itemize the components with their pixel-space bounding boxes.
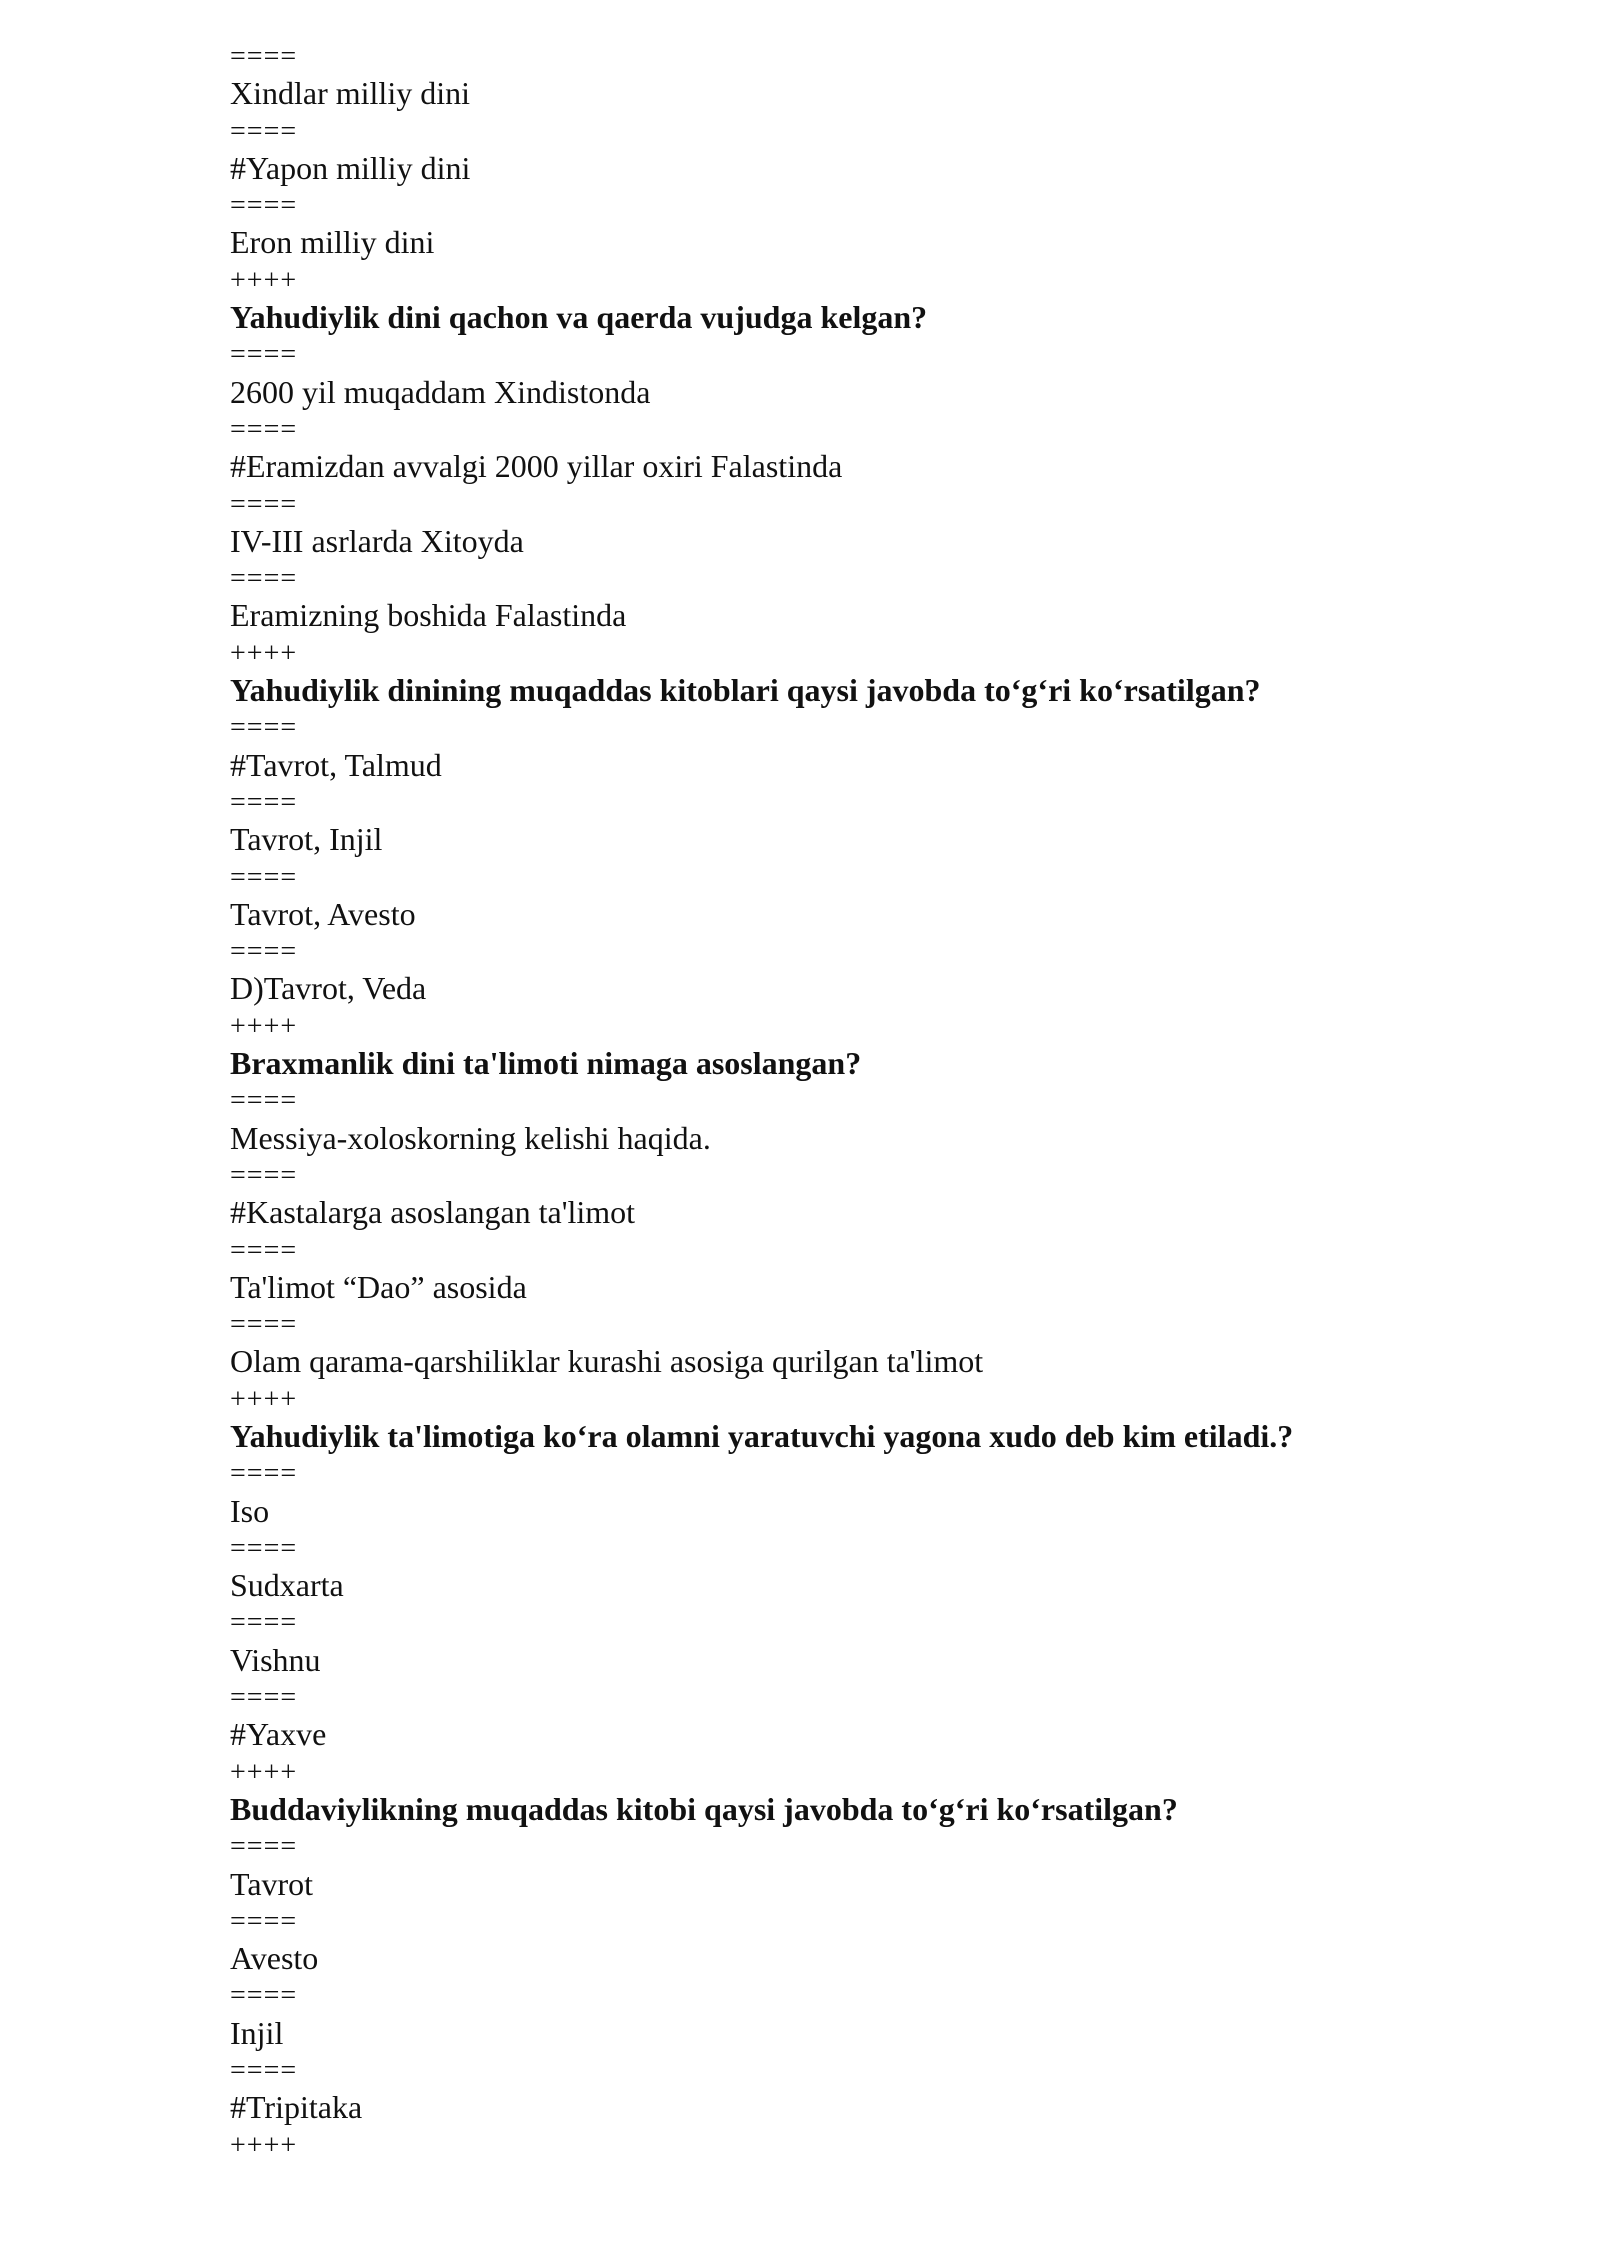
question-text: Braxmanlik dini ta'limoti nimaga asoslangan? [230,1045,862,1082]
answer-option: Ta'limot “Dao” asosida [230,1268,527,1305]
answer-option: Sudxarta [230,1567,344,1604]
answer-option: Vishnu [230,1641,321,1678]
option-separator: ==== [230,786,298,818]
option-separator: ==== [230,1831,298,1863]
option-separator: ==== [230,488,298,520]
option-separator: ==== [230,1309,298,1341]
question-separator: ++++ [230,264,298,296]
answer-option: Eramizning boshida Falastinda [230,597,627,634]
option-separator: ==== [230,936,298,968]
option-separator: ==== [230,861,298,893]
option-separator: ==== [230,1905,298,1937]
option-separator: ==== [230,2055,298,2087]
question-separator: ++++ [230,1010,298,1042]
question-text: Yahudiylik dinining muqaddas kitoblari qaysi javobda to‘g‘ri ko‘rsatilgan? [230,672,1261,709]
option-separator: ==== [230,1085,298,1117]
document-body [230,38,1530,2164]
option-separator: ==== [230,1458,298,1490]
option-separator: ==== [230,115,298,147]
question-text: Yahudiylik dini qachon va qaerda vujudga kelgan? [230,299,928,336]
question-text: Buddaviylikning muqaddas kitobi qaysi javobda to‘g‘ri ko‘rsatilgan? [230,1790,1178,1827]
answer-option: Tavrot [230,1865,314,1902]
answer-option: Tavrot, Injil [230,821,383,858]
answer-option: IV-III asrlarda Xitoyda [230,522,524,559]
question-separator: ++++ [230,637,298,669]
answer-option: #Tripitaka [230,2089,363,2126]
option-separator: ==== [230,190,298,222]
answer-option: #Tavrot, Talmud [230,746,442,783]
answer-option: #Kastalarga asoslangan ta'limot [230,1194,636,1231]
question-text: Yahudiylik ta'limotiga ko‘ra olamni yaratuvchi yagona xudo deb kim etiladi.? [230,1417,1294,1454]
option-separator: ==== [230,1159,298,1191]
option-separator: ==== [230,413,298,445]
option-separator: ==== [230,41,298,72]
answer-option: Messiya-xoloskorning kelishi haqida. [230,1119,711,1156]
answer-option: #Eramizdan avvalgi 2000 yillar oxiri Falastinda [230,448,843,485]
option-separator: ==== [230,1607,298,1639]
answer-option: Iso [230,1492,270,1529]
option-separator: ==== [230,1234,298,1266]
question-separator: ++++ [230,1756,298,1788]
answer-option: Olam qarama-qarshiliklar kurashi asosiga qurilgan ta'limot [230,1343,984,1380]
answer-option: Injil [230,2014,284,2051]
answer-option: #Yaxve [230,1716,327,1753]
answer-option: Tavrot, Avesto [230,895,416,932]
answer-option: Eron milliy dini [230,224,435,261]
option-separator: ==== [230,1980,298,2012]
question-separator: ++++ [230,2129,298,2161]
option-separator: ==== [230,712,298,744]
answer-option: Avesto [230,1940,319,1977]
option-separator: ==== [230,1532,298,1564]
option-separator: ==== [230,339,298,371]
option-separator: ==== [230,563,298,595]
answer-option: #Yapon milliy dini [230,149,471,186]
option-separator: ==== [230,1682,298,1714]
question-separator: ++++ [230,1383,298,1415]
answer-option: 2600 yil muqaddam Xindistonda [230,373,651,410]
answer-option: Xindlar milliy dini [230,75,470,112]
answer-option: D)Tavrot, Veda [230,970,427,1007]
